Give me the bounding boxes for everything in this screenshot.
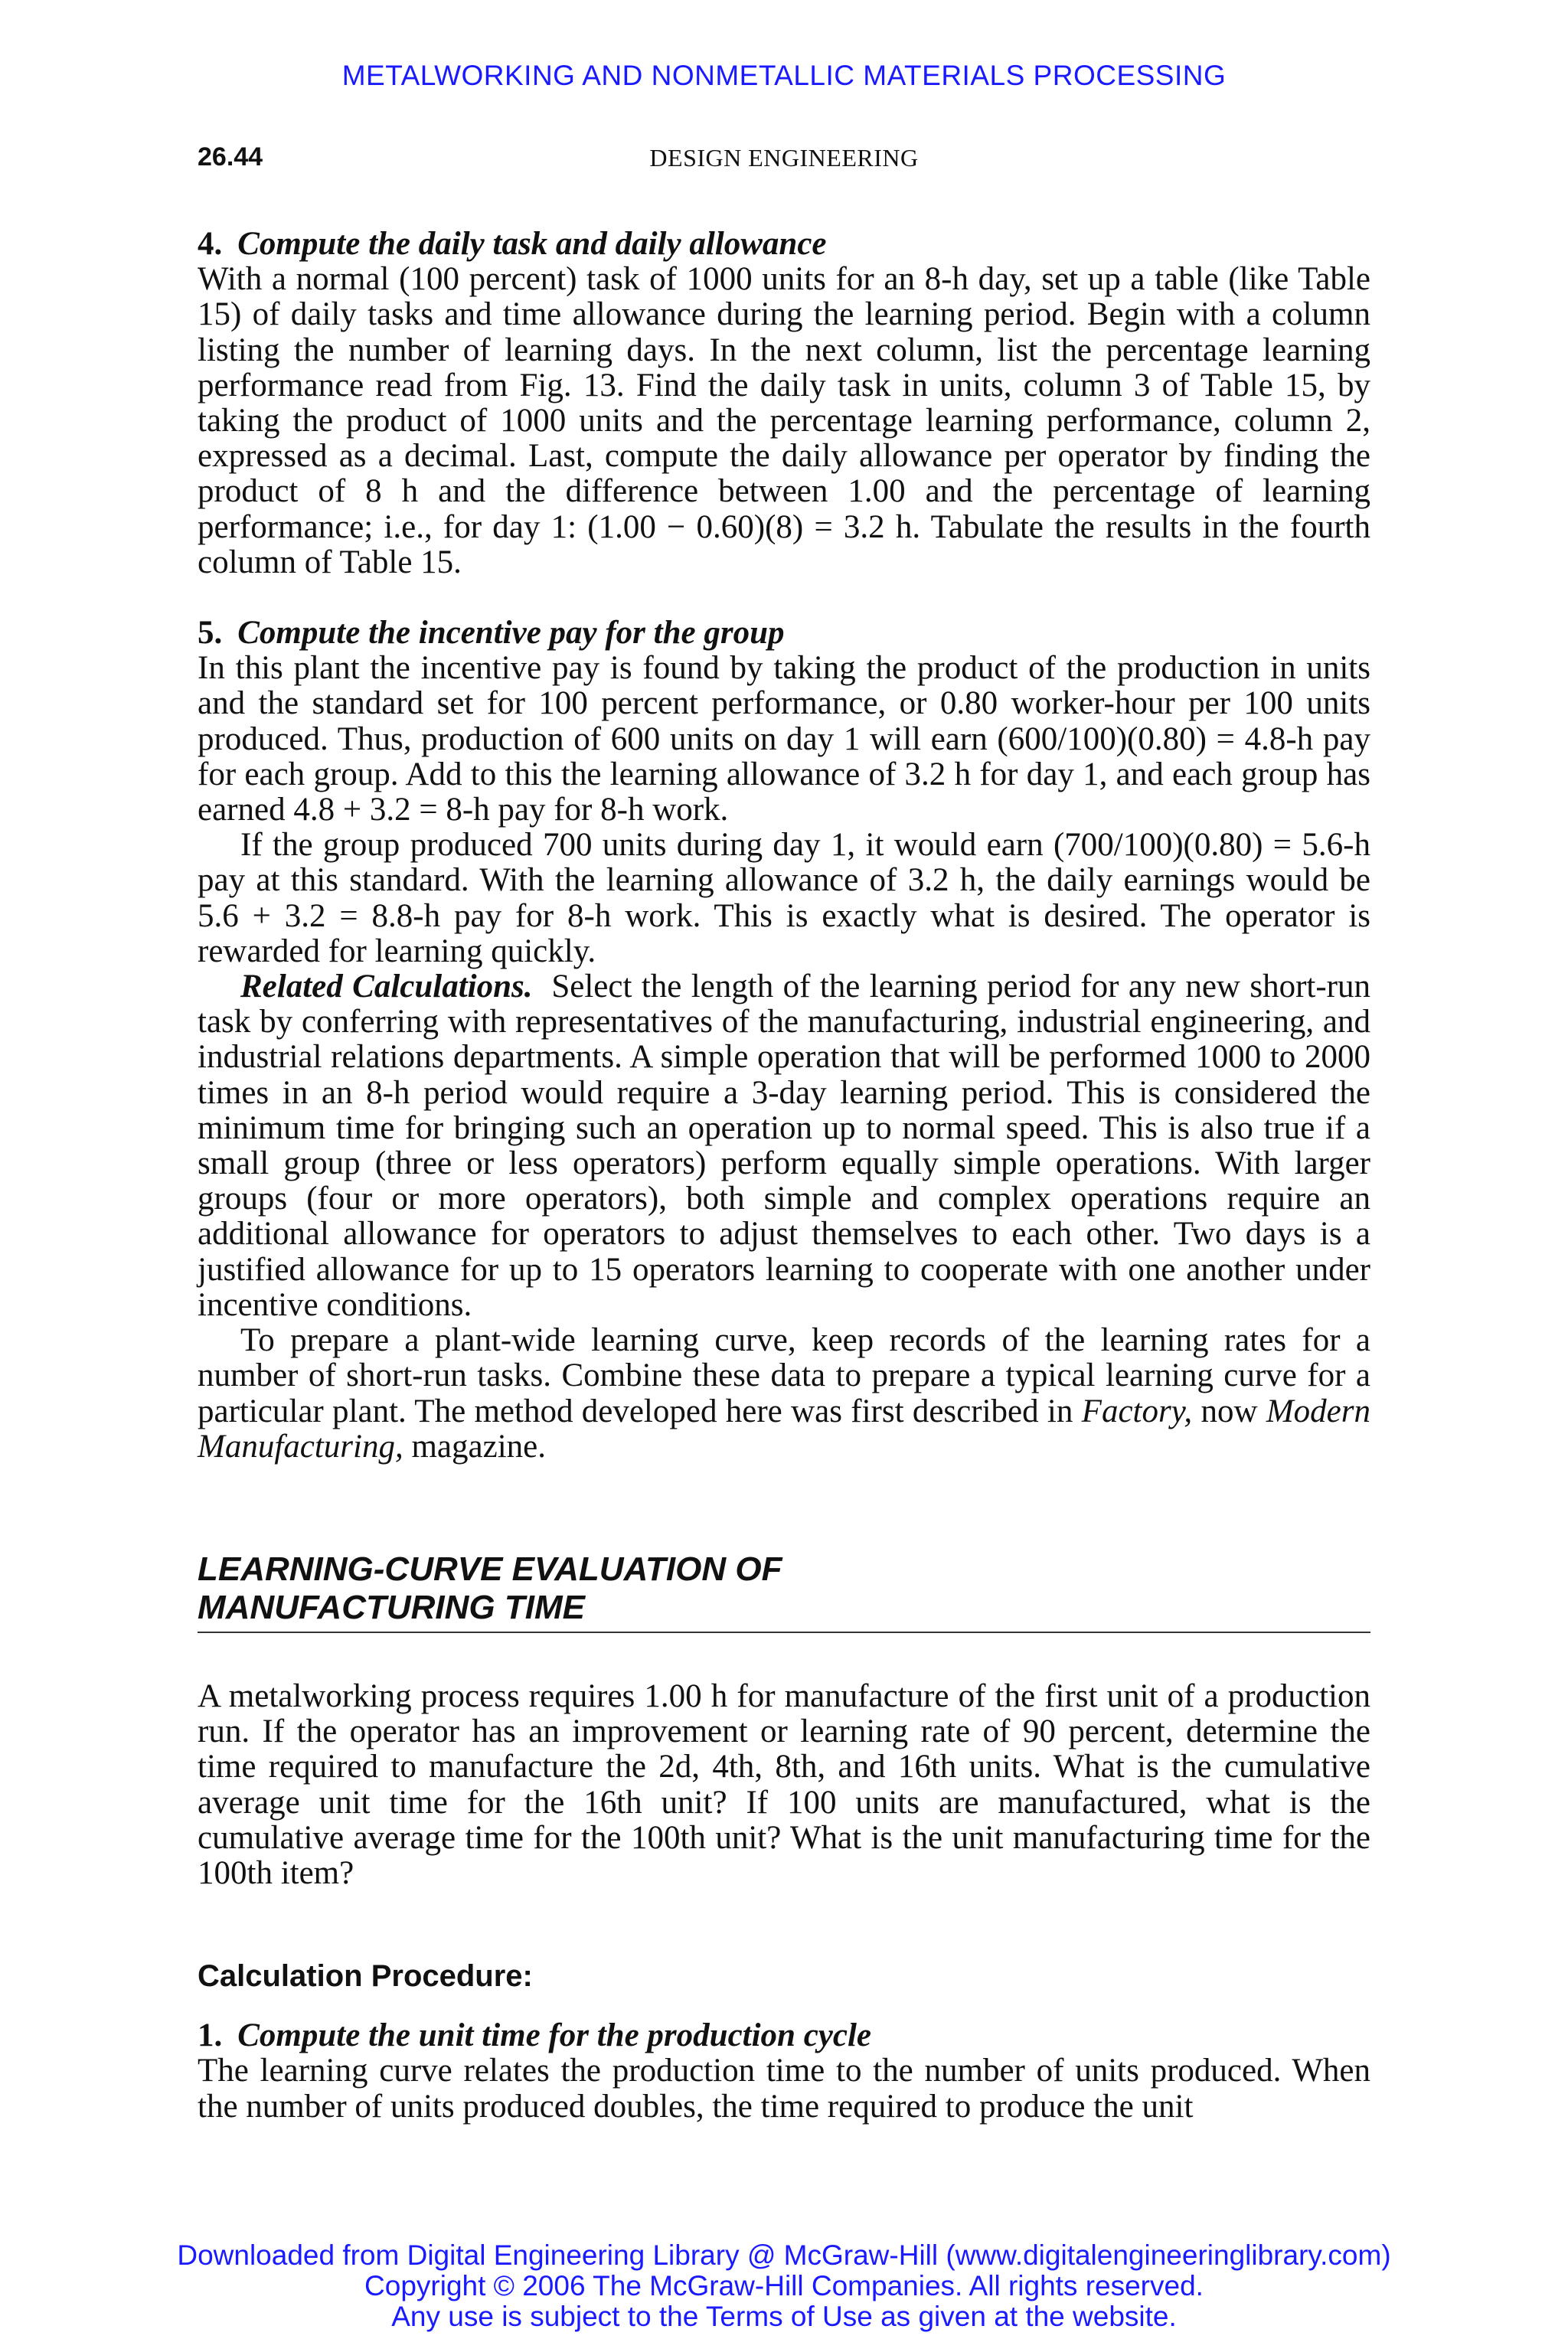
step-number: 4. xyxy=(198,226,223,262)
running-head xyxy=(198,142,1370,176)
section-heading-line-1: LEARNING-CURVE EVALUATION OF xyxy=(198,1550,782,1588)
step-1-paragraph: The learning curve relates the production time to the number of units produced. When the number of units produced doubles, the time required to produce the unit xyxy=(198,2053,1370,2125)
step-5-paragraph-1: In this plant the incentive pay is found by taking the product of the production in units and the standard set for 100 percent performance, or 0.80 worker-hour per 100 units produced. Thus, production of 600 units on day 1 will earn (600/​100)(0.80) = 4.8-h pay for each group. Add to this the learning allowance of 3.2 h for day 1, and each group has earned 4.8 + 3.2 = 8-h pay for 8-h work. xyxy=(198,650,1370,828)
footer-terms-line[interactable]: Any use is subject to the Terms of Use as given at the website. xyxy=(391,2301,1177,2332)
step-number: 1. xyxy=(198,2017,223,2054)
plant-learning-curve-paragraph xyxy=(198,1323,1370,1465)
step-title: Compute the incentive pay for the group xyxy=(237,615,785,652)
calculation-procedure-heading: Calculation Procedure: xyxy=(198,1959,533,1994)
step-5-heading xyxy=(198,616,1370,651)
step-1-heading xyxy=(198,2018,1370,2053)
related-calculations-text: Select the length of the learning period for any new short-run task by conferring with representatives of the manufacturing, industrial engineering, and industrial relations departments. A simple operation that will be performed 1000 to 2000 times in an 8-h period would require a 3-day learning period. This is considered the minimum time for bringing such an operation up to normal speed. This is also true if a small group (three or less operators) perform equally simple operations. With larger groups (four or more operators), both simple and complex operations require an additional allowance for operators to adjust themselves to each other. Two days is a justified allowance for up to 15 operators learning to cooperate with one another under incentive conditions. xyxy=(198,969,1370,1323)
footer-copyright-line: Copyright © 2006 The McGraw-Hill Companies. All rights reserved. xyxy=(364,2270,1204,2301)
book-section-title: METALWORKING AND NONMETALLIC MATERIALS PROCESSING xyxy=(341,60,1227,91)
publication-name: Factory, xyxy=(1081,1393,1193,1429)
footer xyxy=(0,2240,1568,2332)
step-title: Compute the daily task and daily allowance xyxy=(237,226,827,262)
step-5-paragraph-2: If the group produced 700 units during day 1, it would earn (700/100)(0.80) = 5.6-h pay at this standard. With the learning allowance of 3.2 h, the daily earnings would be 5.6 + 3.2 = 8.8-h pay for 8-h work. This is exactly what is desired. The operator is rewarded for learning quickly. xyxy=(198,827,1370,969)
page-number: 26.44 xyxy=(198,142,263,172)
paragraph-text: now xyxy=(1192,1393,1266,1429)
step-title: Compute the unit time for the production cycle xyxy=(237,2017,871,2054)
step-4-heading xyxy=(198,227,1370,262)
running-title: DESIGN ENGINEERING xyxy=(649,144,919,172)
section-heading-line-2: MANUFACTURING TIME xyxy=(198,1588,585,1626)
related-calculations-label: Related Calculations. xyxy=(240,969,533,1005)
page-body xyxy=(198,227,1370,2125)
section-heading xyxy=(198,1550,1370,1633)
footer-download-line[interactable]: Downloaded from Digital Engineering Library @ McGraw-Hill (www.digitalengineeringlibrary.com) xyxy=(177,2239,1391,2271)
problem-statement: A metalworking process requires 1.00 h for manufacture of the first unit of a production run. If the operator has an improvement or learning rate of 90 percent, determine the time required to manufacture the 2d, 4th, 8th, and 16th units. What is the cumulative average unit time for the 16th unit? If 100 units are manufactured, what is the cumulative average time for the 100th unit? What is the unit manufacturing time for the 100th item? xyxy=(198,1677,1370,1891)
publication-name: Modern Manufacturing, xyxy=(198,1393,1370,1465)
paragraph-text: To prepare a plant-wide learning curve, keep records of the learning rates for a number of short-run tasks. Combine these data to prepare a typical learning curve for a particular plant. The method developed here was first described in xyxy=(198,1322,1370,1429)
related-calculations-paragraph xyxy=(198,969,1370,1323)
paragraph-text: magazine. xyxy=(403,1428,546,1465)
step-4-paragraph: With a normal (100 percent) task of 1000 units for an 8-h day, set up a table (like Table 15) of daily tasks and time allowance during the learning period. Begin with a column listing the number of learning days. In the next column, list the percentage learning performance read from Fig. 13. Find the daily task in units, column 3 of Table 15, by taking the product of 1000 units and the percentage learning performance, column 2, expressed as a decimal. Last, compute the daily allowance per operator by finding the product of 8 h and the difference between 1.00 and the percentage of learning performance; i.e., for day 1: (1.00 − 0.60)(8) = 3.2 h. Tabulate the results in the fourth column of Table 15. xyxy=(198,261,1370,580)
step-number: 5. xyxy=(198,615,223,652)
